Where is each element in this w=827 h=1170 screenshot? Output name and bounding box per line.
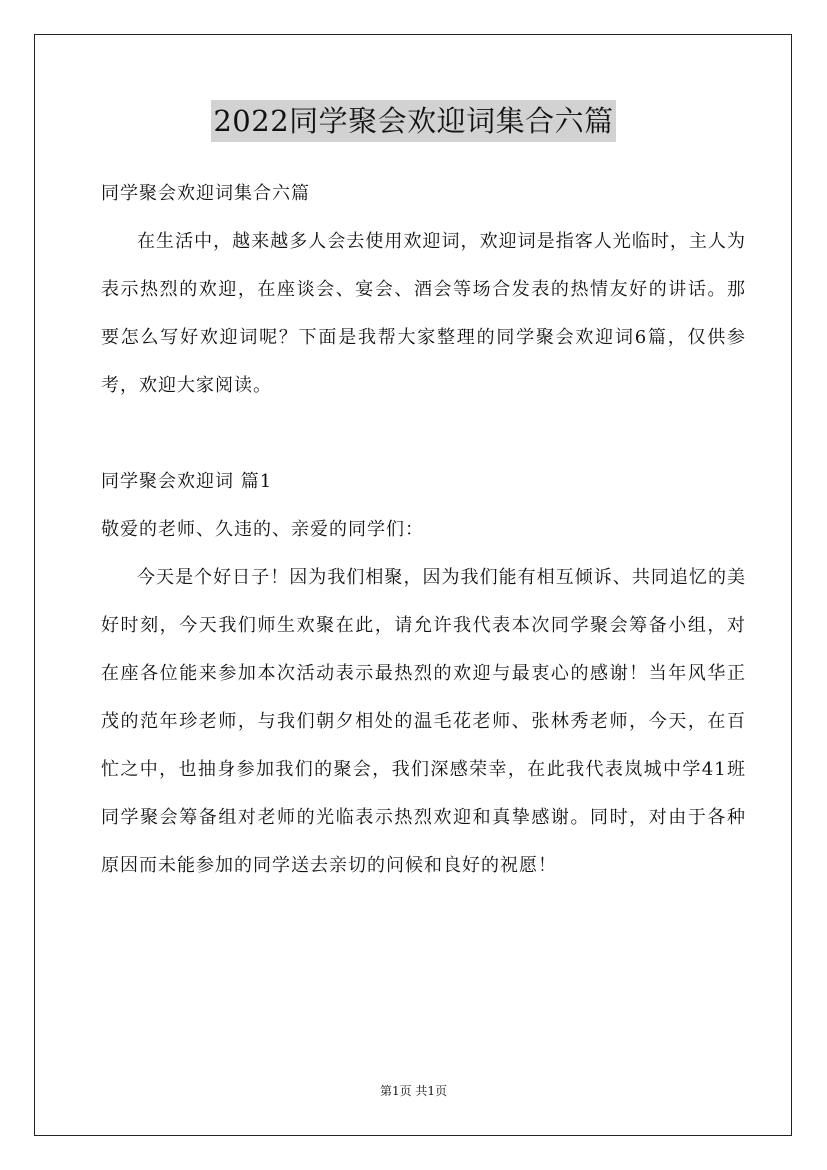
- page-footer: 第1页 共1页: [379, 1084, 448, 1098]
- section-heading: 同学聚会欢迎词 篇1: [101, 471, 273, 492]
- document-title: 2022同学聚会欢迎词集合六篇: [211, 100, 615, 142]
- document-body: [101, 170, 746, 890]
- body-paragraph: 今天是个好日子！因为我们相聚，因为我们能有相互倾诉、共同追忆的美好时刻，今天我们师生欢聚在此，请允许我代表本次同学聚会筹备小组，对在座各位能来参加本次活动表示最热烈的欢迎与最衷心的感谢！当年风华正茂的范年珍老师，与我们朝夕相处的温毛花老师、张林秀老师，今天，在百忙之中，也抽身参加我们的聚会，我们深感荣幸，在此我代表岚城中学41班同学聚会筹备组对老师的光临表示热烈欢迎和真挚感谢。同时，对由于各种原因而未能参加的同学送去亲切的问候和良好的祝愿！: [101, 567, 746, 876]
- document-subtitle: 同学聚会欢迎词集合六篇: [101, 183, 310, 204]
- intro-paragraph: 在生活中，越来越多人会去使用欢迎词，欢迎词是指客人光临时，主人为表示热烈的欢迎，在座谈会、宴会、酒会等场合发表的热情友好的讲话。那要怎么写好欢迎词呢？下面是我帮大家整理的同学聚会欢迎词6篇，仅供参考，欢迎大家阅读。: [101, 231, 746, 396]
- salutation: 敬爱的老师、久违的、亲爱的同学们：: [101, 519, 424, 540]
- paragraph-spacer: [101, 410, 746, 458]
- title-container: [0, 100, 827, 142]
